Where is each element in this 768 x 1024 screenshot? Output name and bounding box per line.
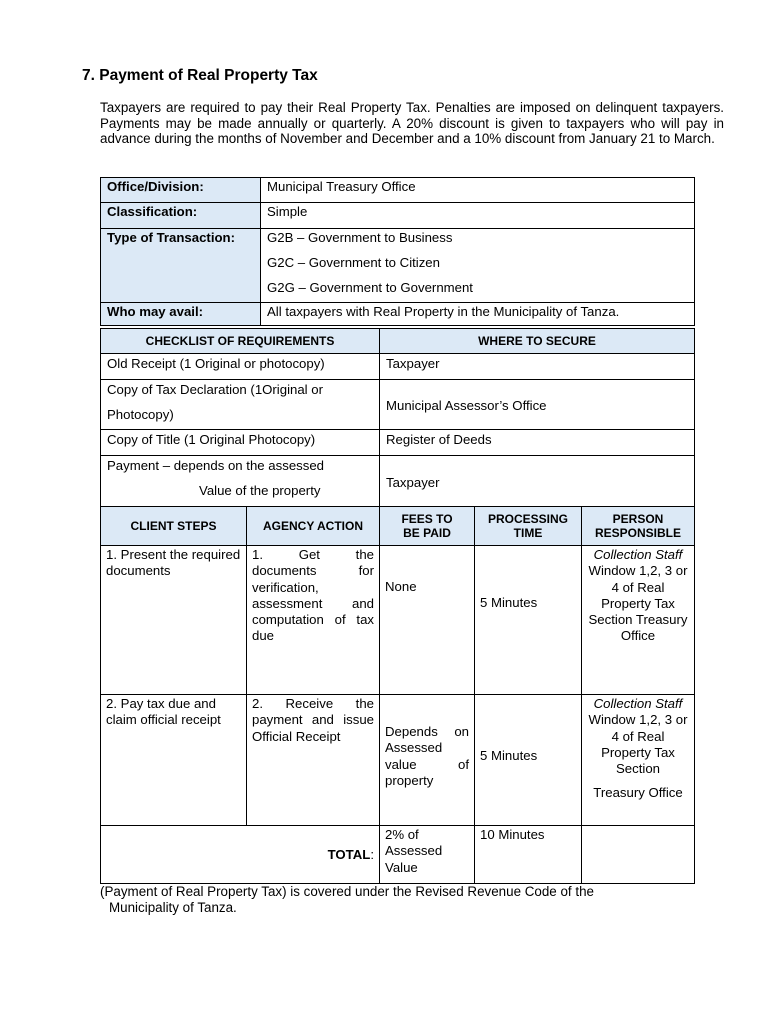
transaction-g2g: G2G – Government to Government bbox=[267, 280, 473, 295]
client-steps-header: CLIENT STEPS bbox=[101, 507, 247, 546]
classification-label: Classification: bbox=[101, 203, 261, 229]
requirements-table bbox=[100, 328, 695, 507]
person-responsible: Collection Staff Window 1,2, 3 or 4 of Real Property Tax Section Treasury Office bbox=[582, 695, 695, 826]
total-row bbox=[101, 826, 695, 884]
footer-note: (Payment of Real Property Tax) is covered under the Revised Revenue Code of the Municipality of Tanza. bbox=[100, 884, 594, 915]
client-steps-table bbox=[100, 506, 695, 884]
transaction-row bbox=[101, 229, 695, 303]
fees: None bbox=[380, 546, 475, 695]
requirement-item: Copy of Tax Declaration (1Original or Photocopy) bbox=[101, 380, 380, 430]
requirement-row bbox=[101, 380, 695, 430]
total-fees: 2% of Assessed Value bbox=[380, 826, 475, 884]
transaction-g2c: G2C – Government to Citizen bbox=[267, 255, 440, 270]
avail-label: Who may avail: bbox=[101, 303, 261, 326]
client-step: 1. Present the required documents bbox=[101, 546, 247, 695]
requirement-item: Payment – depends on the assessed Value of the property bbox=[101, 456, 380, 507]
requirement-source: Taxpayer bbox=[380, 354, 695, 380]
intro-paragraph: Taxpayers are required to pay their Real Property Tax. Penalties are imposed on delinquent taxpayers. Payments may be made annually or quarterly. A 20% discount is given to taxpayers who will pay in advance during the months of November and December and a 10% discount from January 21 to March. bbox=[100, 100, 724, 146]
requirement-item: Copy of Title (1 Original Photocopy) bbox=[101, 430, 380, 456]
transaction-g2b: G2B – Government to Business bbox=[267, 230, 453, 245]
processing-time: 5 Minutes bbox=[475, 546, 582, 695]
section-heading: 7. Payment of Real Property Tax bbox=[82, 67, 318, 84]
total-label: TOTAL: bbox=[101, 826, 380, 884]
avail-row bbox=[101, 303, 695, 326]
step-row bbox=[101, 546, 695, 695]
requirements-header bbox=[101, 329, 695, 354]
office-row bbox=[101, 178, 695, 203]
processing-time-header: PROCESSING TIME bbox=[475, 507, 582, 546]
service-info-table bbox=[100, 177, 695, 326]
requirement-source: Municipal Assessor’s Office bbox=[380, 380, 695, 430]
fees: Depends on Assessed value of property bbox=[380, 695, 475, 826]
transaction-values bbox=[261, 229, 695, 303]
where-header: WHERE TO SECURE bbox=[380, 329, 695, 354]
steps-header bbox=[101, 507, 695, 546]
person-responsible-header: PERSON RESPONSIBLE bbox=[582, 507, 695, 546]
office-value: Municipal Treasury Office bbox=[261, 178, 695, 203]
classification-row bbox=[101, 203, 695, 229]
agency-action: 2. Receive the payment and issue Official Receipt bbox=[247, 695, 380, 826]
requirement-row bbox=[101, 430, 695, 456]
transaction-label: Type of Transaction: bbox=[101, 229, 261, 303]
processing-time: 5 Minutes bbox=[475, 695, 582, 826]
step-row bbox=[101, 695, 695, 826]
requirement-item: Old Receipt (1 Original or photocopy) bbox=[101, 354, 380, 380]
checklist-header: CHECKLIST OF REQUIREMENTS bbox=[101, 329, 380, 354]
total-time: 10 Minutes bbox=[475, 826, 582, 884]
client-step: 2. Pay tax due and claim official receipt bbox=[101, 695, 247, 826]
fees-header: FEES TO BE PAID bbox=[380, 507, 475, 546]
classification-value: Simple bbox=[261, 203, 695, 229]
office-label: Office/Division: bbox=[101, 178, 261, 203]
avail-value: All taxpayers with Real Property in the Municipality of Tanza. bbox=[261, 303, 695, 326]
total-person bbox=[582, 826, 695, 884]
requirement-row bbox=[101, 354, 695, 380]
requirement-source: Taxpayer bbox=[380, 456, 695, 507]
agency-action-header: AGENCY ACTION bbox=[247, 507, 380, 546]
requirement-source: Register of Deeds bbox=[380, 430, 695, 456]
person-responsible: Collection Staff Window 1,2, 3 or 4 of Real Property Tax Section Treasury Office bbox=[582, 546, 695, 695]
requirement-row bbox=[101, 456, 695, 507]
agency-action: 1. Get the documents for verification, assessment and computation of tax due bbox=[247, 546, 380, 695]
